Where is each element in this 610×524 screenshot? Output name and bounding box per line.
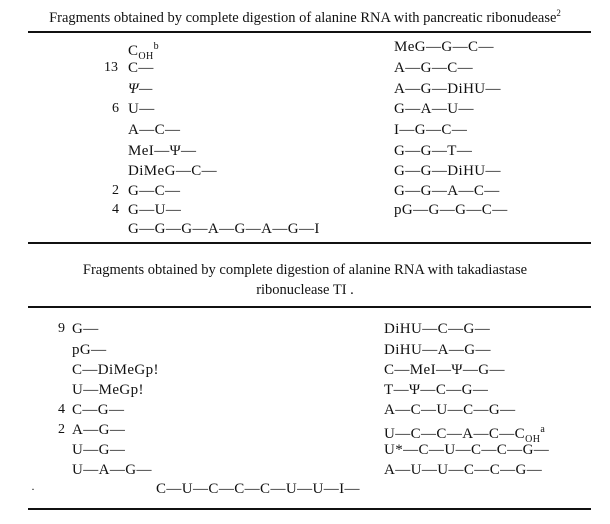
t1-right-row-6: G—G—DiHU—: [394, 163, 501, 179]
t2-right-row-2: C—MeI—Ψ—G—: [384, 362, 505, 378]
t2-right-row-7: A—U—U—C—C—G—: [384, 462, 543, 478]
t1-count-3: 6: [112, 101, 119, 116]
t2-right-row-0: DiHU—C—G—: [384, 321, 491, 337]
t2-count-4: 4: [58, 402, 65, 417]
t2-right-row-6: U*—C—U—C—C—G—: [384, 442, 550, 458]
t1-left-row-1: C—: [128, 60, 154, 76]
t2-left-row-2: C—DiMeGp!: [72, 362, 159, 378]
t1-right-row-2: A—G—DiHU—: [394, 81, 501, 97]
table1-title-superscript: 2: [556, 8, 561, 18]
t1-left-row-0: $C_{OH}^b$: [128, 41, 160, 62]
t1-count-8: 4: [112, 202, 119, 217]
t2-right-row-3: T—Ψ—C—G—: [384, 382, 489, 398]
t1-left-row-5: MeI—Ψ—: [128, 143, 197, 159]
table2-top-rule: [28, 306, 591, 308]
t2-right-row-1: DiHU—A—G—: [384, 342, 491, 358]
t2-right-row-5: $U—C—C—A—C—C_{OH}^a$: [384, 424, 546, 445]
t1-count-7: 2: [112, 183, 119, 198]
t2-left-row-0: G—: [72, 321, 99, 337]
t2-bottom-row: C—U—C—C—C—U—U—I—: [156, 481, 360, 497]
t1-right-row-3: G—A—U—: [394, 101, 474, 117]
t1-left-row-3: U—: [128, 101, 155, 117]
table2-title-line1: Fragments obtained by complete digestion of alanine RNA with takadiastase: [82, 262, 528, 278]
t1-left-row-2: Ψ—: [128, 81, 153, 97]
table1-title: Fragments obtained by complete digestion of alanine RNA with pancreatic ribonudease$^2$: [49, 8, 561, 26]
table1-bottom-rule: [28, 242, 591, 244]
t2-left-row-4: C—G—: [72, 402, 125, 418]
t2-left-row-5: A—G—: [72, 422, 126, 438]
t1-right-row-5: G—G—T—: [394, 143, 473, 159]
t1-left-row-8: G—U—: [128, 202, 182, 218]
t1-right-row-0: MeG—G—C—: [394, 39, 494, 55]
t1-left-row-9: G—G—G—A—G—A—G—I: [128, 221, 320, 237]
stray-dot: ·: [31, 482, 35, 496]
table1-top-rule: [28, 31, 591, 33]
t2-count-5: 2: [58, 422, 65, 437]
t1-right-row-1: A—G—C—: [394, 60, 474, 76]
table2-bottom-rule: [28, 508, 591, 510]
t1-right-row-8: pG—G—G—C—: [394, 202, 508, 218]
t2-left-row-1: pG—: [72, 342, 107, 358]
t2-right-row-4: A—C—U—C—G—: [384, 402, 516, 418]
table2-title-line2: ribonuclease TI .: [256, 282, 354, 298]
t1-right-row-4: I—G—C—: [394, 122, 468, 138]
t1-count-1: 13: [104, 60, 118, 75]
t1-right-row-7: G—G—A—C—: [394, 183, 500, 199]
t2-left-row-3: U—MeGp!: [72, 382, 144, 398]
t2-left-row-6: U—G—: [72, 442, 126, 458]
t2-left-row-7: U—A—G—: [72, 462, 152, 478]
t2-count-0: 9: [58, 321, 65, 336]
t1-left-row-4: A—C—: [128, 122, 181, 138]
t1-left-row-7: G—C—: [128, 183, 181, 199]
t1-left-row-6: DiMeG—C—: [128, 163, 218, 179]
